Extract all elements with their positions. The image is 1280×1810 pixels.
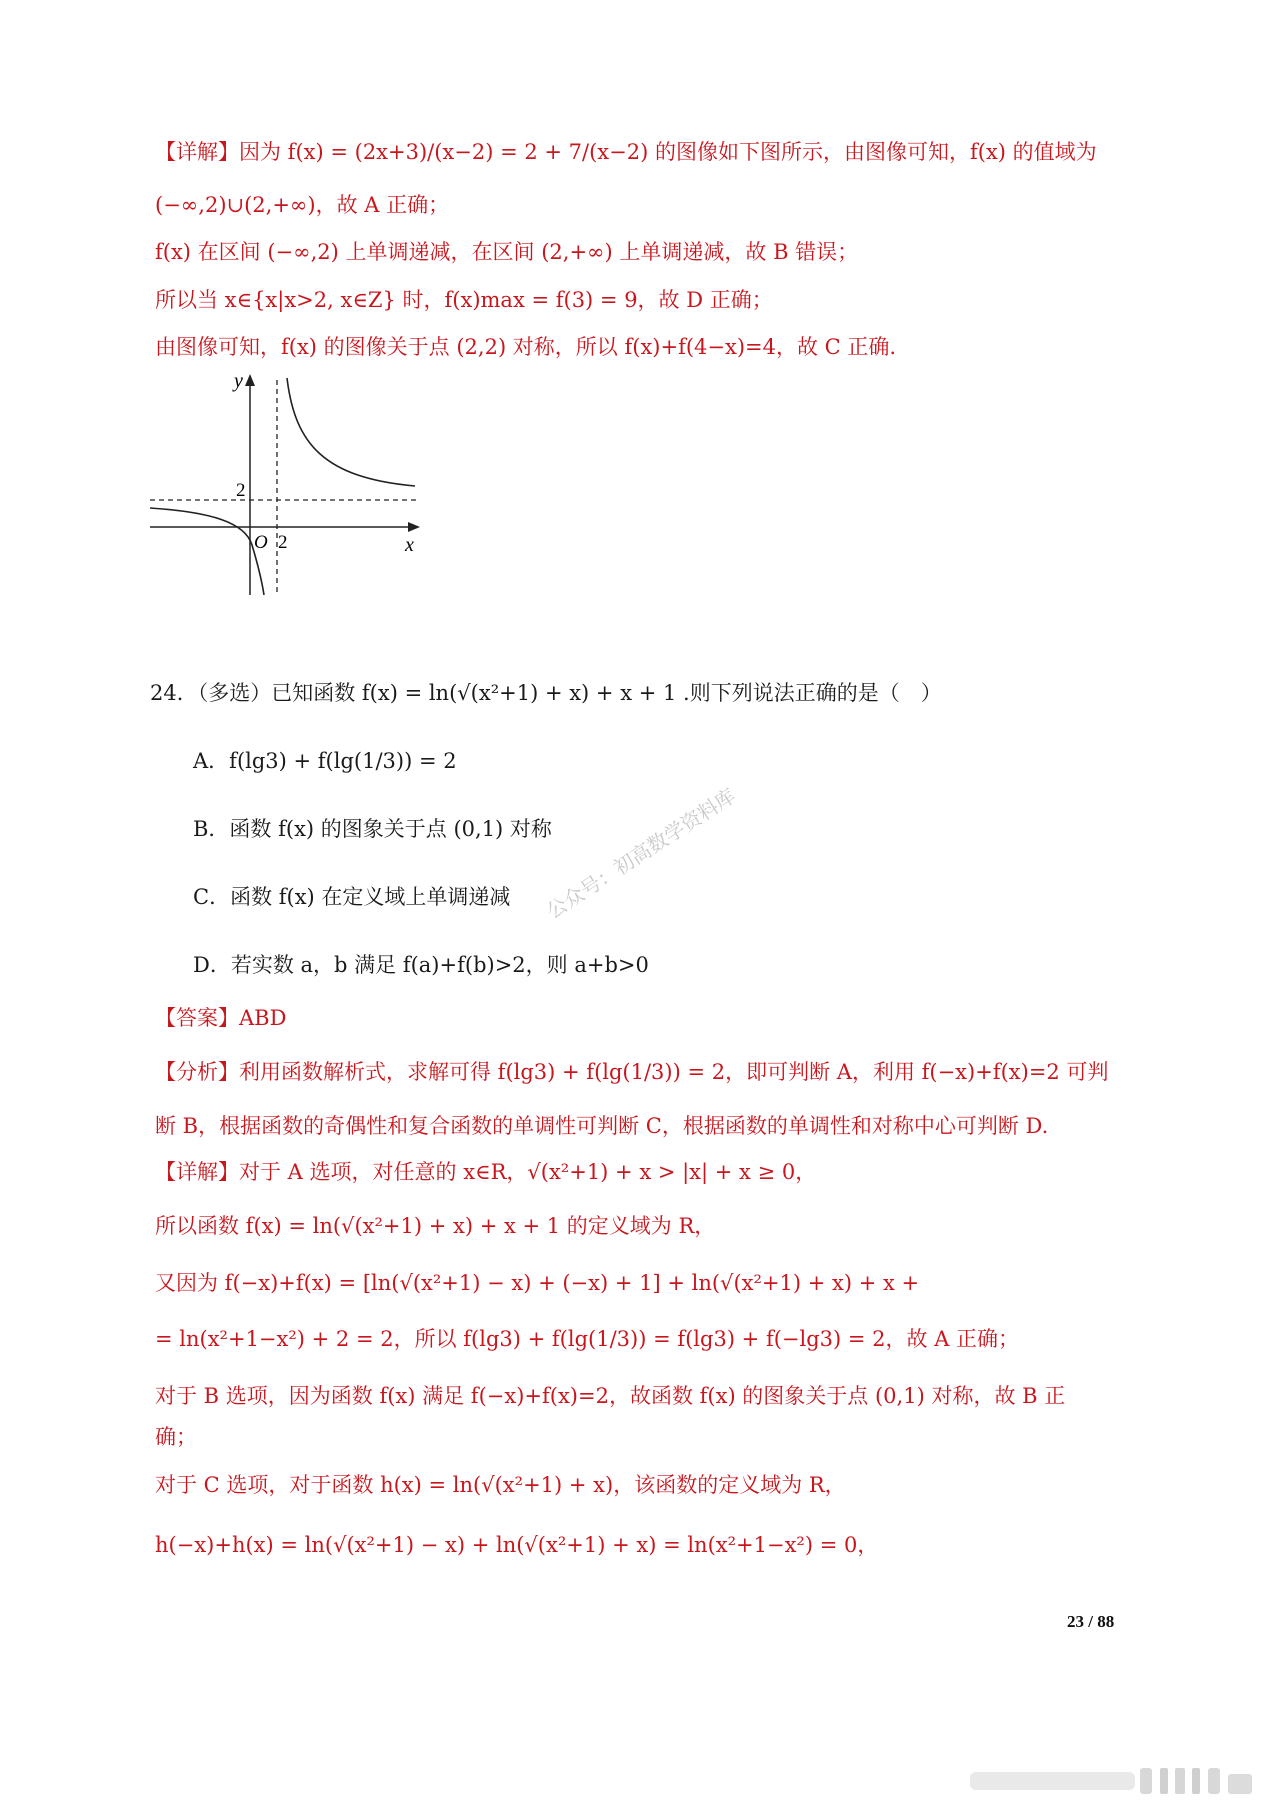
explanation-line-2: (−∞,2)∪(2,+∞)，故 A 正确； bbox=[155, 193, 450, 217]
x-tick-label: 2 bbox=[278, 532, 288, 553]
option-a: A．f(lg3) + f(lg(1/3)) = 2 bbox=[193, 749, 457, 773]
detail-line-1: 【详解】对于 A 选项，对任意的 x∈R，√(x²+1) + x > |x| + x ≥ 0， bbox=[155, 1160, 817, 1184]
question-stem: 24．（多选）已知函数 f(x) = ln(√(x²+1) + x) + x + 1 .则下列说法正确的是（ ） bbox=[150, 681, 942, 705]
detail-line-7: 对于 C 选项，对于函数 h(x) = ln(√(x²+1) + x)，该函数的定义域为 R， bbox=[155, 1473, 846, 1497]
explanation-line-5: 由图像可知，f(x) 的图像关于点 (2,2) 对称，所以 f(x)+f(4−x)=4，故 C 正确. bbox=[155, 335, 897, 359]
x-axis-label: x bbox=[405, 534, 414, 556]
y-tick-label: 2 bbox=[236, 480, 246, 501]
corner-stamp-image bbox=[970, 1766, 1260, 1796]
detail-line-8: h(−x)+h(x) = ln(√(x²+1) − x) + ln(√(x²+1) + x) = ln(x²+1−x²) = 0， bbox=[155, 1533, 879, 1557]
detail-line-4: = ln(x²+1−x²) + 2 = 2，所以 f(lg3) + f(lg(1/3)) = f(lg3) + f(−lg3) = 2，故 A 正确； bbox=[155, 1327, 1020, 1351]
option-b: B．函数 f(x) 的图象关于点 (0,1) 对称 bbox=[193, 817, 552, 841]
detail-line-2: 所以函数 f(x) = ln(√(x²+1) + x) + x + 1 的定义域为 R， bbox=[155, 1214, 716, 1238]
explanation-line-1: 【详解】因为 f(x) = (2x+3)/(x−2) = 2 + 7/(x−2) 的图像如下图所示，由图像可知，f(x) 的值域为 bbox=[155, 140, 1097, 164]
x-axis-arrow bbox=[408, 522, 420, 532]
page-number: 23 / 88 bbox=[1067, 1612, 1115, 1631]
y-axis-label: y bbox=[234, 370, 243, 392]
y-axis-arrow bbox=[245, 374, 255, 386]
explanation-line-4: 所以当 x∈{x|x>2, x∈Z} 时，f(x)max = f(3) = 9，故 D 正确； bbox=[155, 288, 773, 312]
right-branch-curve bbox=[287, 378, 415, 486]
function-graph bbox=[150, 370, 440, 595]
answer-line: 【答案】ABD bbox=[155, 1006, 287, 1030]
left-branch-curve bbox=[150, 508, 264, 595]
analysis-line-1: 【分析】利用函数解析式，求解可得 f(lg3) + f(lg(1/3)) = 2，即可判断 A，利用 f(−x)+f(x)=2 可判 bbox=[155, 1060, 1109, 1084]
detail-line-5: 对于 B 选项，因为函数 f(x) 满足 f(−x)+f(x)=2，故函数 f(x) 的图象关于点 (0,1) 对称，故 B 正 bbox=[155, 1384, 1066, 1408]
option-d: D．若实数 a，b 满足 f(a)+f(b)>2，则 a+b>0 bbox=[193, 953, 649, 977]
explanation-line-3: f(x) 在区间 (−∞,2) 上单调递减，在区间 (2,+∞) 上单调递减，故 B 错误； bbox=[155, 240, 859, 264]
detail-line-6: 确； bbox=[155, 1425, 197, 1449]
option-c: C．函数 f(x) 在定义域上单调递减 bbox=[193, 885, 511, 909]
detail-line-3: 又因为 f(−x)+f(x) = [ln(√(x²+1) − x) + (−x) + 1] + ln(√(x²+1) + x) + x + bbox=[155, 1271, 920, 1295]
analysis-line-2: 断 B，根据函数的奇偶性和复合函数的单调性可判断 C，根据函数的单调性和对称中心可判断 D. bbox=[155, 1114, 1049, 1138]
origin-label: O bbox=[254, 532, 268, 553]
watermark: 公众号：初高数学资料库 bbox=[542, 783, 740, 924]
